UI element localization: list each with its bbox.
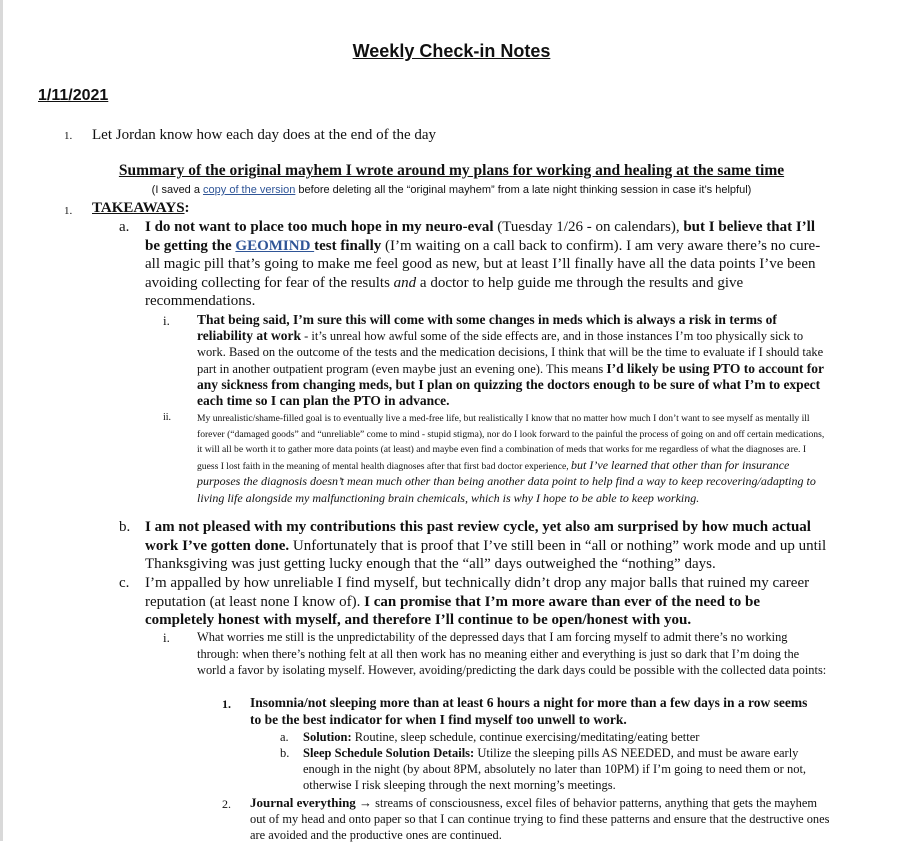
sub-item-1a-text bbox=[303, 729, 843, 745]
sub-item-2-text bbox=[250, 795, 830, 843]
item-a-ii-italic: but I’ve learned that other than for insurance purposes the diagnosis doesn’t mean much other than being another data point to help find a way to keep recovering/adapting to living life alongside my malfunctioning brain chemicals, which is why I hope to be able to keep working. bbox=[197, 457, 816, 505]
item-c-text bbox=[145, 574, 825, 630]
item-c-i-marker: i. bbox=[163, 630, 170, 645]
date-heading: 1/11/2021 bbox=[38, 87, 109, 104]
item-a-i-marker: i. bbox=[163, 313, 170, 328]
item-c-i-text: What worries me still is the unpredictability of the depressed days that I am forcing myself to admit there’s no working through: when there’s nothing felt at all then work has no meaning either and everything is just so dark that I’m doing the world a favor by isolating myself. However, avoiding/predicting the dark days could be possible with the collected data points: bbox=[197, 630, 827, 677]
summary-heading: Summary of the original mayhem I wrote around my plans for working and healing at the same time bbox=[118, 162, 785, 179]
item-a-i-bold1: That being said, I’m sure this will come with some changes in meds which is always a risk in terms of reliability at work bbox=[197, 312, 777, 344]
item-a-i-bold2: I’d likely be using PTO to account for any sickness from changing meds, but I plan on quizzing the doctors enough to be sure of what I’m to expect each time so I can plan the PTO in advance. bbox=[197, 360, 824, 409]
takeaways-label: TAKEAWAYS bbox=[92, 200, 185, 216]
summary-note bbox=[0, 184, 903, 196]
copy-of-version-link[interactable]: copy of the version bbox=[203, 184, 296, 196]
journal-label: Journal everything → bbox=[250, 795, 373, 810]
sub-item-1b-text bbox=[303, 745, 831, 793]
item-c-bold: I can promise that I’m more aware than ever of the need to be completely honest with myself, and therefore I’ll continue to be open/honest with you. bbox=[145, 593, 761, 629]
takeaways-colon: : bbox=[184, 200, 190, 216]
solution-label: Solution: bbox=[303, 730, 352, 744]
item-a-ii-plain: My unrealistic/shame-filled goal is to eventually live a med-free life, but realistically I know that no matter how much I don’t want to see myself as mentally ill forever (“damaged goods” and “unreliable” come to mind - stupid stigma), nor do I look forward to the painful the process of going on and off certain medications, it will all be worth it to gather more data points (at least) and maybe even find a combination of meds that works for me regardless of what the diagnoses are. I guess I lost faith in the meaning of mental health diagnoses after that first bad doctor experience, bbox=[197, 413, 825, 472]
list-item-jordan: Let Jordan know how each day does at the end of the day bbox=[92, 127, 437, 143]
item-a-marker: a. bbox=[119, 219, 130, 235]
item-c-plain: I’m appalled by how unreliable I find myself, but technically didn’t drop any major balls that ruined my career reputation (at least none I know of). bbox=[145, 575, 810, 610]
item-c-marker: c. bbox=[119, 575, 130, 591]
item-b-marker: b. bbox=[119, 519, 131, 535]
sub-item-1-text: Insomnia/not sleeping more than at least 6 hours a night for more than a few days in a row seems to be the best indicator for when I find myself too unwell to work. bbox=[250, 695, 808, 727]
sleep-details-label: Sleep Schedule Solution Details: bbox=[303, 746, 475, 760]
item-b-plain: Unfortunately that is proof that I’ve still been in “all or nothing” work mode and up until Thanksgiving was just getting lucky enough that the “all” days outweighed the “nothing” days. bbox=[145, 537, 827, 573]
item-b-bold: I am not pleased with my contributions this past review cycle, yet also am surprised by how much actual work I’ve gotten done. bbox=[145, 519, 811, 554]
item-a-bold2: but I believe that I’ll be getting the bbox=[145, 219, 815, 254]
list-marker: 1. bbox=[64, 130, 73, 142]
item-a-plain2: (I’m waiting on a call back to confirm). I am very aware there’s no cure-all magic pill that’s going to make me feel good as new, but at least I’ll finally have all the data points I’ve been avoiding collecting for fear of the results bbox=[145, 237, 821, 291]
takeaways-marker: 1. bbox=[64, 205, 73, 217]
takeaways-heading bbox=[92, 200, 190, 217]
item-a-plain3: a doctor to help guide me through the results and give recommendations. bbox=[145, 274, 744, 310]
journal-text: streams of consciousness, excel files of behavior patterns, anything that gets the mayhem out of my head and onto paper so that I can continue trying to find these patterns and ensure that the destructive ones are avoided and the productive ones are continued. bbox=[250, 796, 830, 842]
item-a-bold1: I do not want to place too much hope in my neuro-eval bbox=[145, 219, 494, 235]
sub-item-1b-marker: b. bbox=[280, 746, 290, 760]
item-a-italic: and bbox=[393, 274, 417, 291]
summary-note-before: (I saved a bbox=[151, 184, 204, 196]
item-a-i-plain1: - it’s unreal how awful some of the side effects are, and in those instances I’m too physically sick to work. Based on the outcome of the tests and the medication decisions, I think that will be the time to evaluate if I should take part in another outpatient program (even maybe just an evening one). This means bbox=[197, 329, 824, 376]
sub-item-2-marker: 2. bbox=[222, 797, 231, 811]
item-b-text bbox=[145, 518, 830, 574]
summary-note-after: before deleting all the “original mayhem” from a late night thinking session in case it’s helpful) bbox=[295, 184, 752, 196]
solution-text: Routine, sleep schedule, continue exercising/meditating/eating better bbox=[351, 730, 700, 744]
sub-item-1-marker: 1. bbox=[222, 697, 231, 711]
item-a-plain1: (Tuesday 1/26 - on calendars), bbox=[493, 219, 684, 235]
sub-item-1a-marker: a. bbox=[280, 730, 289, 744]
geomind-link[interactable]: GEOMIND bbox=[235, 237, 315, 254]
item-a-i-text bbox=[197, 312, 827, 409]
item-a-ii-marker: ii. bbox=[163, 412, 172, 423]
item-a-bold3: test finally bbox=[314, 237, 382, 254]
document-title: Weekly Check-in Notes bbox=[352, 41, 551, 61]
sleep-details-text: Utilize the sleeping pills AS NEEDED, and must be aware early enough in the night (by about 8PM, absolutely no later than 10PM) if I’m going to need them or not, otherwise I risk sleeping through the next morning’s meetings. bbox=[303, 746, 807, 792]
page-left-edge bbox=[0, 0, 3, 841]
item-a-text bbox=[145, 218, 825, 311]
item-a-ii-text bbox=[197, 411, 827, 507]
